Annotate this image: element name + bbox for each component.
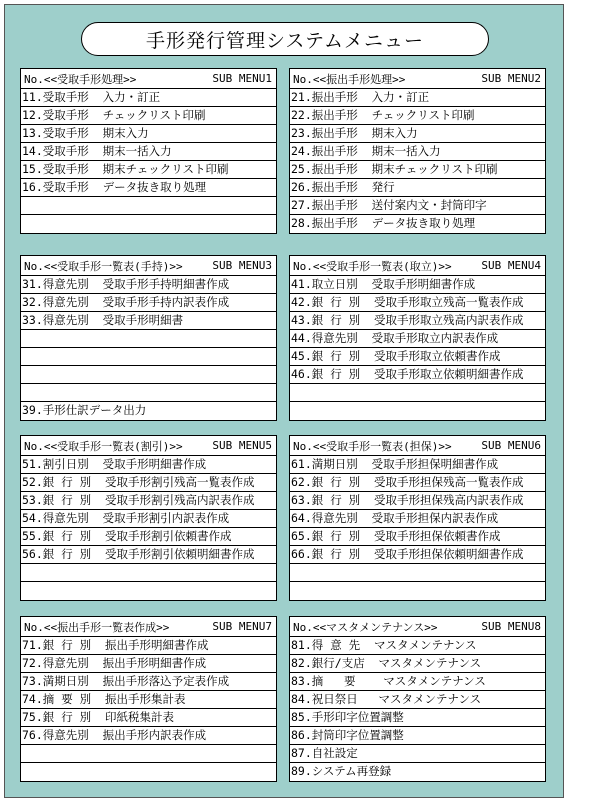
submenu-header — [290, 436, 545, 456]
menu-item[interactable]: 41.取立日別 受取手形明細書作成 — [290, 276, 545, 294]
menu-item[interactable]: 23.振出手形 期末入力 — [290, 125, 545, 143]
menu-item[interactable]: 16.受取手形 データ抜き取り処理 — [21, 179, 276, 197]
menu-item[interactable]: 33.得意先別 受取手形明細書 — [21, 312, 276, 330]
menu-item[interactable]: 73.満期日別 振出手形落込予定表作成 — [21, 673, 276, 691]
menu-item-empty — [290, 402, 545, 420]
submenu-header-number: SUB MENU7 — [212, 620, 272, 633]
submenu-header — [21, 256, 276, 276]
menu-item[interactable]: 84.祝日祭日 マスタメンテナンス — [290, 691, 545, 709]
menu-item[interactable]: 46.銀 行 別 受取手形取立依頼明細書作成 — [290, 366, 545, 384]
menu-item[interactable]: 52.銀 行 別 受取手形割引残高一覧表作成 — [21, 474, 276, 492]
menu-item-empty — [21, 384, 276, 402]
menu-item[interactable]: 14.受取手形 期末一括入力 — [21, 143, 276, 161]
menu-item[interactable]: 87.自社設定 — [290, 745, 545, 763]
menu-item-empty — [290, 384, 545, 402]
submenu-header-number: SUB MENU4 — [481, 259, 541, 272]
menu-item-empty — [21, 745, 276, 763]
menu-item-empty — [21, 197, 276, 215]
submenu-header-title: No.<<受取手形一覧表(割引)>> — [24, 439, 183, 453]
menu-item[interactable]: 75.銀 行 別 印紙税集計表 — [21, 709, 276, 727]
submenu-header-title: No.<<振出手形処理>> — [293, 72, 406, 86]
menu-item[interactable]: 72.得意先別 振出手形明細書作成 — [21, 655, 276, 673]
menu-item[interactable]: 85.手形印字位置調整 — [290, 709, 545, 727]
menu-item[interactable]: 11.受取手形 入力・訂正 — [21, 89, 276, 107]
submenu-panel-m7 — [20, 616, 277, 782]
menu-item[interactable]: 86.封筒印字位置調整 — [290, 727, 545, 745]
menu-item[interactable]: 53.銀 行 別 受取手形割引残高内訳表作成 — [21, 492, 276, 510]
submenu-header — [21, 69, 276, 89]
menu-item-empty — [21, 564, 276, 582]
submenu-header — [290, 256, 545, 276]
menu-item[interactable]: 12.受取手形 チェックリスト印刷 — [21, 107, 276, 125]
menu-item[interactable]: 39.手形仕訳データ出力 — [22, 403, 147, 417]
menu-item[interactable]: 81.得 意 先 マスタメンテナンス — [290, 637, 545, 655]
menu-item[interactable]: 27.振出手形 送付案内文・封筒印字 — [290, 197, 545, 215]
submenu-header-title: No.<<振出手形一覧表作成>> — [24, 620, 170, 634]
submenu-header-title: No.<<受取手形一覧表(担保)>> — [293, 439, 452, 453]
submenu-header-number: SUB MENU8 — [481, 620, 541, 633]
submenu-header-title: No.<<マスタメンテナンス>> — [293, 620, 438, 634]
menu-item[interactable]: 65.銀 行 別 受取手形担保依頼書作成 — [290, 528, 545, 546]
menu-item[interactable]: 62.銀 行 別 受取手形担保残高一覧表作成 — [290, 474, 545, 492]
submenu-panel-m1 — [20, 68, 277, 234]
menu-item-empty — [21, 215, 276, 233]
submenu-header-title: No.<<受取手形処理>> — [24, 72, 137, 86]
menu-item[interactable]: 63.銀 行 別 受取手形担保残高内訳表作成 — [290, 492, 545, 510]
submenu-panel-m5 — [20, 435, 277, 601]
menu-item[interactable]: 28.振出手形 データ抜き取り処理 — [291, 216, 476, 230]
menu-item[interactable]: 64.得意先別 受取手形担保内訳表作成 — [290, 510, 545, 528]
submenu-header-number: SUB MENU6 — [481, 439, 541, 452]
menu-item-empty — [290, 582, 545, 600]
menu-item[interactable]: 26.振出手形 発行 — [290, 179, 545, 197]
menu-item-empty — [21, 763, 276, 781]
menu-item-empty — [21, 582, 276, 600]
menu-item[interactable]: 54.得意先別 受取手形割引内訳表作成 — [21, 510, 276, 528]
menu-item[interactable]: 25.振出手形 期末チェックリスト印刷 — [290, 161, 545, 179]
menu-item[interactable]: 55.銀 行 別 受取手形割引依頼書作成 — [21, 528, 276, 546]
menu-item[interactable]: 42.銀 行 別 受取手形取立残高一覧表作成 — [290, 294, 545, 312]
submenu-header — [290, 617, 545, 637]
menu-item[interactable]: 43.銀 行 別 受取手形取立残高内訳表作成 — [290, 312, 545, 330]
submenu-header-number: SUB MENU1 — [212, 72, 272, 85]
menu-item-empty — [290, 564, 545, 582]
submenu-panel-m2 — [289, 68, 546, 234]
menu-item[interactable]: 21.振出手形 入力・訂正 — [290, 89, 545, 107]
submenu-panel-m3 — [20, 255, 277, 421]
menu-title: 手形発行管理システムメニュー — [81, 22, 489, 56]
submenu-panel-m4 — [289, 255, 546, 421]
submenu-header-number: SUB MENU3 — [212, 259, 272, 272]
submenu-header-title: No.<<受取手形一覧表(取立)>> — [293, 259, 452, 273]
menu-item[interactable]: 89.システム再登録 — [291, 764, 392, 778]
submenu-header-number: SUB MENU5 — [212, 439, 272, 452]
menu-item[interactable]: 13.受取手形 期末入力 — [21, 125, 276, 143]
menu-item[interactable]: 83.摘 要 マスタメンテナンス — [290, 673, 545, 691]
menu-item[interactable]: 44.得意先別 受取手形取立内訳表作成 — [290, 330, 545, 348]
menu-item[interactable]: 51.割引日別 受取手形明細書作成 — [21, 456, 276, 474]
submenu-header-title: No.<<受取手形一覧表(手持)>> — [24, 259, 183, 273]
submenu-header — [290, 69, 545, 89]
menu-item[interactable]: 15.受取手形 期末チェックリスト印刷 — [21, 161, 276, 179]
menu-item[interactable]: 66.銀 行 別 受取手形担保依頼明細書作成 — [290, 546, 545, 564]
submenu-panel-m8 — [289, 616, 546, 782]
submenu-header — [21, 436, 276, 456]
menu-item[interactable]: 61.満期日別 受取手形担保明細書作成 — [290, 456, 545, 474]
menu-item[interactable]: 82.銀行/支店 マスタメンテナンス — [290, 655, 545, 673]
menu-item[interactable]: 71.銀 行 別 振出手形明細書作成 — [21, 637, 276, 655]
submenu-panel-m6 — [289, 435, 546, 601]
menu-item[interactable]: 76.得意先別 振出手形内訳表作成 — [21, 727, 276, 745]
menu-item-empty — [21, 348, 276, 366]
menu-item[interactable]: 74.摘 要 別 振出手形集計表 — [21, 691, 276, 709]
submenu-header — [21, 617, 276, 637]
menu-item[interactable]: 31.得意先別 受取手形手持明細書作成 — [21, 276, 276, 294]
menu-item[interactable]: 45.銀 行 別 受取手形取立依頼書作成 — [290, 348, 545, 366]
menu-item[interactable]: 32.得意先別 受取手形手持内訳表作成 — [21, 294, 276, 312]
menu-item-empty — [21, 366, 276, 384]
menu-item[interactable]: 24.振出手形 期末一括入力 — [290, 143, 545, 161]
submenu-header-number: SUB MENU2 — [481, 72, 541, 85]
menu-item[interactable]: 22.振出手形 チェックリスト印刷 — [290, 107, 545, 125]
menu-item[interactable]: 56.銀 行 別 受取手形割引依頼明細書作成 — [21, 546, 276, 564]
menu-item-empty — [21, 330, 276, 348]
